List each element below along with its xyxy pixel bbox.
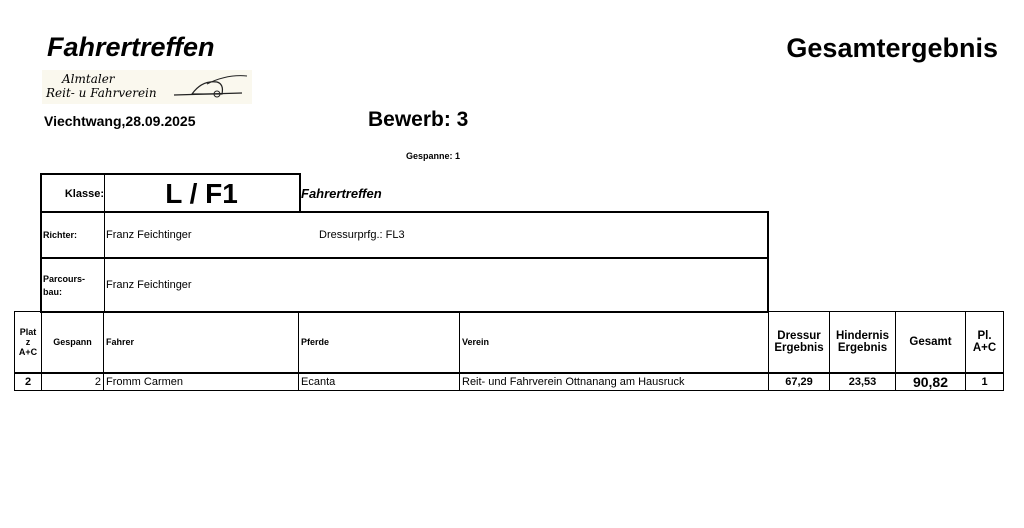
header-hindernis: Hindernis Ergebnis: [830, 312, 896, 373]
parcours-label-1: Parcours-: [43, 274, 86, 284]
club-logo-graphic: [42, 70, 252, 104]
richter-value: Franz Feichtinger: [106, 229, 192, 241]
klasse-label: Klasse:: [64, 187, 104, 200]
event-title: Fahrertreffen: [47, 32, 215, 62]
bewerb-number: Bewerb: 3: [368, 108, 469, 131]
parcours-value: Franz Feichtinger: [106, 279, 192, 291]
cell-gespann: 2: [42, 373, 104, 391]
result-title: Gesamtergebnis: [786, 33, 998, 63]
logo-line-1: Almtaler: [62, 72, 115, 86]
klasse-value: L / F1: [165, 177, 238, 209]
cell-pferde: Ecanta: [299, 373, 460, 391]
gespanne-count: Gespanne: 1: [406, 151, 461, 161]
klasse-name: Fahrertreffen: [301, 186, 382, 201]
header-fahrer: Fahrer: [104, 312, 299, 373]
table-header-row: [15, 312, 1004, 373]
dressur-pruefung: Dressurprfg.: FL3: [319, 229, 405, 241]
parcours-label-2: bau:: [43, 287, 62, 297]
header-platz: Plat z A+C: [15, 312, 42, 373]
date-place: Viechtwang,28.09.2025: [44, 113, 196, 129]
cell-verein: Reit- und Fahrverein Ottnanang am Hausruck: [460, 373, 769, 391]
logo-line-2: Reit- u Fahrverein: [46, 86, 157, 100]
table-row: [15, 373, 1004, 391]
cell-pl: 1: [966, 373, 1004, 391]
cell-dressur: 67,29: [769, 373, 830, 391]
cell-hindernis: 23,53: [830, 373, 896, 391]
cell-gesamt: 90,82: [896, 373, 966, 391]
header-gespann: Gespann: [42, 312, 104, 373]
header-gesamt: Gesamt: [896, 312, 966, 373]
cell-fahrer: Fromm Carmen: [104, 373, 299, 391]
club-logo: [42, 70, 252, 104]
header-verein: Verein: [460, 312, 769, 373]
cell-platz: 2: [15, 373, 42, 391]
results-table: [14, 311, 1004, 391]
richter-label: Richter:: [43, 230, 78, 240]
header-pl: Pl. A+C: [966, 312, 1004, 373]
header-pferde: Pferde: [299, 312, 460, 373]
header-dressur: Dressur Ergebnis: [769, 312, 830, 373]
